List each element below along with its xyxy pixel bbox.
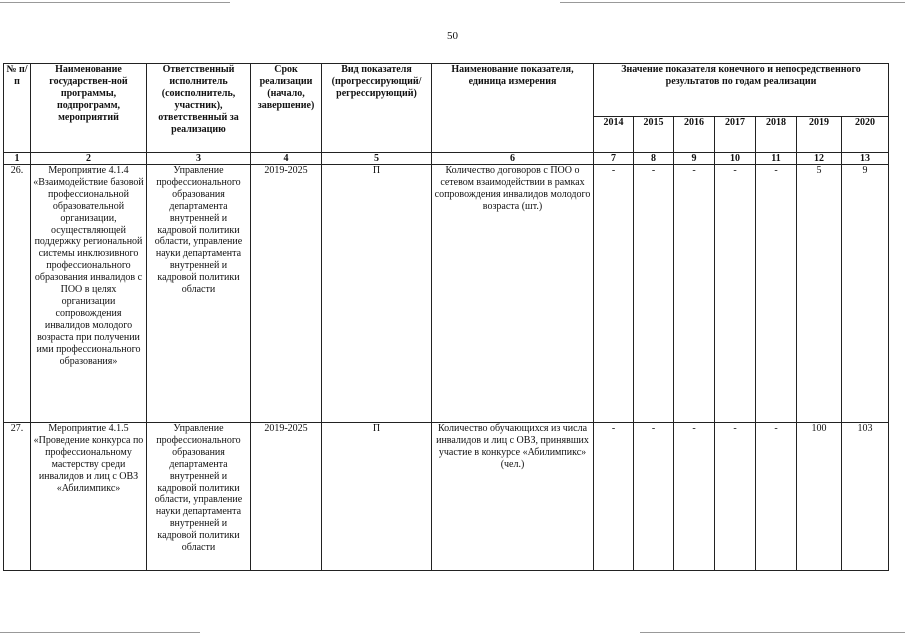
header-program-name: Наименование государствен-ной программы, подпрограмм, мероприятий bbox=[31, 64, 147, 153]
column-number: 5 bbox=[322, 153, 432, 165]
responsible-cell: Управление профессионального образования департамента внутренней и кадровой политики области, управление науки департамента внутренней и кадровой политики области bbox=[147, 423, 251, 571]
header-indicator-type: Вид показателя (прогрессирующий/ регрессирующий) bbox=[322, 64, 432, 153]
column-number: 1 bbox=[4, 153, 31, 165]
row-number: 27. bbox=[4, 423, 31, 571]
column-number: 3 bbox=[147, 153, 251, 165]
column-number: 9 bbox=[674, 153, 715, 165]
column-number: 2 bbox=[31, 153, 147, 165]
header-period: Срок реализации (начало, завершение) bbox=[251, 64, 322, 153]
period-cell: 2019-2025 bbox=[251, 165, 322, 423]
responsible-cell: Управление профессионального образования департамента внутренней и кадровой политики области, управление науки департамента внутренней и кадровой политики области bbox=[147, 165, 251, 423]
header-responsible: Ответственный исполнитель (соисполнитель, участник), ответственный за реализацию bbox=[147, 64, 251, 153]
row-number: 26. bbox=[4, 165, 31, 423]
value-cell: - bbox=[634, 423, 674, 571]
value-cell: - bbox=[634, 165, 674, 423]
value-cell: - bbox=[715, 165, 756, 423]
indicator-name-cell: Количество договоров с ПОО о сетевом взаимодействии в рамках сопровождения инвалидов молодого возраста (шт.) bbox=[432, 165, 594, 423]
value-cell: - bbox=[756, 423, 797, 571]
header-year: 2019 bbox=[797, 117, 842, 153]
top-margin-line-right bbox=[560, 2, 905, 3]
column-number: 8 bbox=[634, 153, 674, 165]
header-year: 2020 bbox=[842, 117, 889, 153]
value-cell: - bbox=[594, 165, 634, 423]
header-indicator-name: Наименование показателя, единица измерения bbox=[432, 64, 594, 153]
indicator-type-cell: П bbox=[322, 165, 432, 423]
value-cell: 5 bbox=[797, 165, 842, 423]
column-number: 6 bbox=[432, 153, 594, 165]
value-cell: - bbox=[594, 423, 634, 571]
value-cell: - bbox=[715, 423, 756, 571]
indicator-type-cell: П bbox=[322, 423, 432, 571]
value-cell: 9 bbox=[842, 165, 889, 423]
indicators-table bbox=[3, 63, 889, 571]
header-year: 2015 bbox=[634, 117, 674, 153]
column-number: 7 bbox=[594, 153, 634, 165]
top-margin-line-left bbox=[0, 2, 230, 3]
value-cell: 103 bbox=[842, 423, 889, 571]
value-cell: - bbox=[674, 165, 715, 423]
program-name-cell: Мероприятие 4.1.4 «Взаимодействие базовой профессиональной образовательной организации, осуществляющей поддержку региональной системы инклюзивного профессионального образования инвалидов с ПОО в целях организации сопровождения инвалидов молодого возраста при получении ими профессионального образования» bbox=[31, 165, 147, 423]
header-year: 2017 bbox=[715, 117, 756, 153]
bottom-margin-line-right bbox=[640, 632, 905, 633]
table-row bbox=[4, 165, 889, 423]
value-cell: - bbox=[756, 165, 797, 423]
column-number: 13 bbox=[842, 153, 889, 165]
header-year: 2018 bbox=[756, 117, 797, 153]
period-cell: 2019-2025 bbox=[251, 423, 322, 571]
table-row bbox=[4, 423, 889, 571]
column-numbers-row bbox=[4, 153, 889, 165]
column-number: 12 bbox=[797, 153, 842, 165]
program-name-cell: Мероприятие 4.1.5 «Проведение конкурса по профессиональному мастерству среди инвалидов и лиц с ОВЗ «Абилимпикс» bbox=[31, 423, 147, 571]
value-cell: - bbox=[674, 423, 715, 571]
column-number: 4 bbox=[251, 153, 322, 165]
column-number: 11 bbox=[756, 153, 797, 165]
indicator-name-cell: Количество обучающихся из числа инвалидов и лиц с ОВЗ, принявших участие в конкурсе «Абилимпикс» (чел.) bbox=[432, 423, 594, 571]
page-number: 50 bbox=[447, 30, 458, 42]
bottom-margin-line-left bbox=[0, 632, 200, 633]
header-year: 2016 bbox=[674, 117, 715, 153]
header-number: № п/п bbox=[4, 64, 31, 153]
header-values-group: Значение показателя конечного и непосредственного результатов по годам реализации bbox=[594, 64, 889, 117]
header-year: 2014 bbox=[594, 117, 634, 153]
column-number: 10 bbox=[715, 153, 756, 165]
value-cell: 100 bbox=[797, 423, 842, 571]
